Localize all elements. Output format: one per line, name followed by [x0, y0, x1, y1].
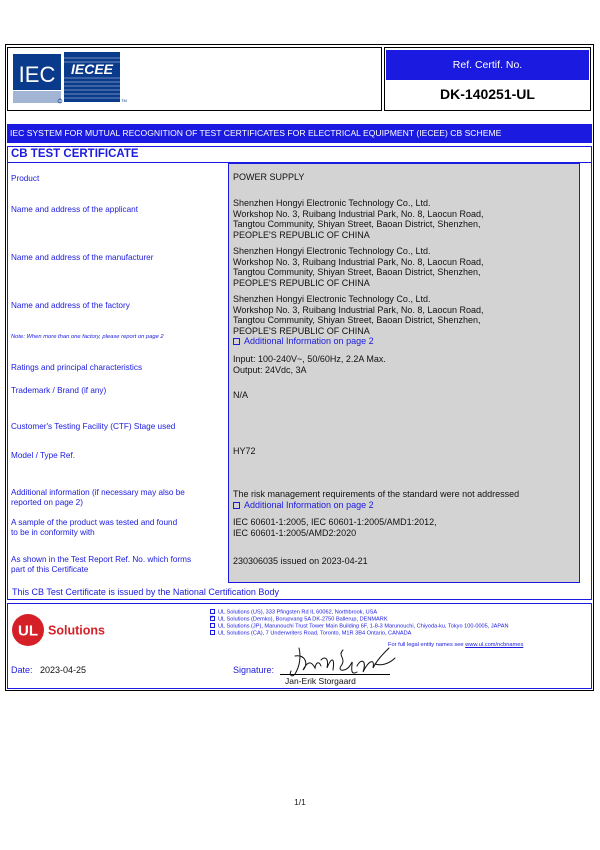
manufacturer-line: Shenzhen Hongyi Electronic Technology Co., Ltd.	[233, 246, 431, 256]
applicant-line: Workshop No. 3, Ruibang Industrial Park, No. 8, Laocun Road,	[233, 208, 484, 219]
additional-info-text: Additional Information on page 2	[244, 499, 374, 510]
factory-line: Workshop No. 3, Ruibang Industrial Park, No. 8, Laocun Road,	[233, 304, 484, 315]
factory-additional-text: Additional Information on page 2	[244, 336, 374, 346]
ul-solutions-logo	[10, 612, 120, 648]
iecee-logo-text: IECEE	[70, 61, 114, 77]
ratings-value	[233, 354, 386, 375]
applicant-line: Tangtou Community, Shiyan Street, Baoan District, Shenzhen,	[233, 219, 481, 229]
factory-line: Shenzhen Hongyi Electronic Technology Co., Ltd.	[233, 294, 431, 304]
ratings-line: Input: 100-240V~, 50/60Hz, 2.2A Max.	[233, 354, 386, 364]
ncb-location: UL Solutions (CA), 7 Underwriters Road, Toronto, M1R 3B4 Ontario, CANADA	[210, 630, 411, 638]
applicant-line: PEOPLE'S REPUBLIC OF CHINA	[233, 229, 370, 240]
legal-entity-link[interactable]: www.ul.com/ncbnames	[465, 642, 524, 648]
certificate-title: CB TEST CERTIFICATE	[11, 148, 139, 160]
checkbox-icon	[233, 502, 240, 509]
standards-label	[11, 518, 223, 538]
signature-line	[280, 674, 390, 675]
ul-logo-mark: UL	[18, 622, 38, 640]
ref-number: DK-140251-UL	[440, 86, 535, 102]
ncb-location-selected: ×UL Solutions (Demko), Borupvang 5A DK-2750 Ballerup, DENMARK	[210, 616, 388, 624]
report-label-line: As shown in the Test Report Ref. No. which forms	[11, 555, 192, 564]
manufacturer-line: Tangtou Community, Shiyan Street, Baoan District, Shenzhen,	[233, 267, 481, 277]
factory-note: Note: When more than one factory, please report on page 2	[11, 334, 164, 340]
trademark-label: Trademark / Brand (if any)	[11, 386, 107, 395]
iec-logo-text: IEC	[18, 62, 56, 87]
additional-label	[11, 488, 223, 508]
factory-line: Tangtou Community, Shiyan Street, Baoan District, Shenzhen,	[233, 315, 481, 325]
standards-label-line: to be in conformity with	[11, 528, 95, 537]
date-value: 2023-04-25	[40, 665, 87, 675]
additional-label-line: reported on page 2)	[11, 498, 83, 507]
standards-label-line: A sample of the product was tested and found	[11, 518, 178, 527]
applicant-line: Shenzhen Hongyi Electronic Technology Co., Ltd.	[233, 198, 431, 208]
additional-label-line: Additional information (if necessary may also be	[11, 488, 185, 497]
issued-by: This CB Test Certificate is issued by the National Certification Body	[12, 587, 279, 597]
ratings-line: Output: 24Vdc, 3A	[233, 364, 307, 375]
ratings-label: Ratings and principal characteristics	[11, 363, 143, 372]
factory-label: Name and address of the factory	[11, 301, 130, 310]
manufacturer-line: Workshop No. 3, Ruibang Industrial Park, No. 8, Laocun Road,	[233, 256, 484, 267]
ul-logo-text: Solutions	[48, 623, 105, 638]
factory-value	[233, 294, 483, 347]
signer-name: Jan-Erik Storgaard	[285, 676, 356, 686]
legal-entity-note: For full legal entity names see www.ul.com/ncbnames	[388, 642, 524, 648]
additional-text: The risk management requirements of the standard were not addressed	[233, 489, 520, 499]
signature-label: Signature:	[233, 665, 275, 675]
date-label: Date:	[11, 665, 33, 675]
page-number: 1/1	[294, 797, 306, 807]
manufacturer-line: PEOPLE'S REPUBLIC OF CHINA	[233, 277, 370, 288]
product-value: POWER SUPPLY	[233, 172, 305, 182]
checkbox-icon	[210, 623, 215, 628]
report-label-line: part of this Certificate	[11, 565, 89, 574]
ctf-label: Customer's Testing Facility (CTF) Stage used	[11, 422, 176, 431]
manufacturer-value	[233, 246, 483, 288]
additional-value	[233, 489, 519, 510]
factory-additional-info	[233, 336, 483, 347]
report-label	[11, 555, 223, 575]
checked-checkbox-icon	[210, 616, 215, 621]
iecee-logo	[64, 52, 126, 104]
manufacturer-label: Name and address of the manufacturer	[11, 253, 154, 262]
trademark-value: N/A	[233, 390, 249, 400]
iec-logo	[11, 52, 63, 104]
checkbox-icon	[210, 630, 215, 635]
ncb-location: UL Solutions (JP), Marunouchi Trust Tower Main Building 6F, 1-8-3 Marunouchi, Chiyoda-ku, Tokyo 100-0005, JAPAN	[210, 623, 509, 631]
model-value: HY72	[233, 446, 256, 456]
standards-value	[233, 517, 437, 538]
applicant-label: Name and address of the applicant	[11, 205, 138, 214]
standards-line: IEC 60601-1:2005, IEC 60601-1:2005/AMD1:2012,	[233, 517, 437, 527]
model-label: Model / Type Ref.	[11, 451, 76, 460]
additional-info-link	[233, 500, 519, 511]
checkbox-icon	[233, 338, 240, 345]
svg-text:TM: TM	[121, 98, 127, 103]
report-value: 230306035 issued on 2023-04-21	[233, 556, 368, 566]
factory-line: PEOPLE'S REPUBLIC OF CHINA	[233, 325, 370, 336]
product-label: Product	[11, 174, 40, 183]
scheme-title: IEC SYSTEM FOR MUTUAL RECOGNITION OF TEST CERTIFICATES FOR ELECTRICAL EQUIPMENT (IECEE) CB SCHEME	[7, 124, 592, 143]
ncb-location: UL Solutions (US), 333 Pfingsten Rd IL 60062, Northbrook, USA	[210, 609, 377, 617]
applicant-value	[233, 198, 483, 240]
ref-label: Ref. Certif. No.	[386, 50, 589, 80]
standards-line: IEC 60601-1:2005/AMD2:2020	[233, 527, 357, 538]
